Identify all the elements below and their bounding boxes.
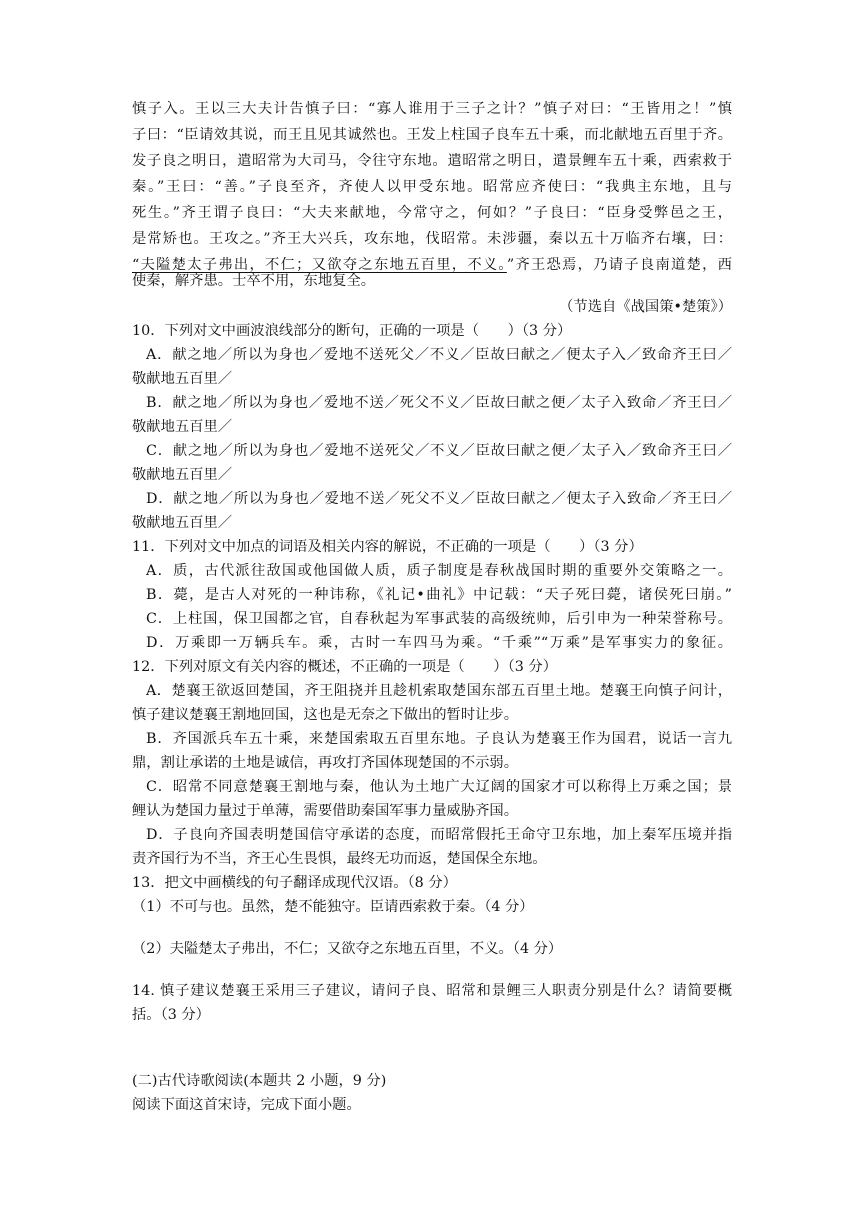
q12-option-a: A．楚襄王欲返回楚国，齐王阻挠并且趁机索取楚国东部五百里土地。楚襄王向慎子问计， bbox=[146, 683, 732, 699]
q12-option-c-cont: 鲤认为楚国力量过于单薄，需要借助秦国军事力量威胁齐国。 bbox=[132, 803, 519, 819]
section-2-intro: 阅读下面这首宋诗，完成下面小题。 bbox=[132, 1097, 361, 1113]
q10-option-b: B．献之地／所以为身也／爱地不送／死父不义／臣故曰献之便／太子入致命／齐王曰／ bbox=[146, 395, 732, 411]
q12-option-a-cont: 慎子建议楚襄王割地回国，这也是无奈之下做出的暂时让步。 bbox=[132, 707, 519, 723]
q10-stem: 10．下列对文中画波浪线部分的断句，正确的一项是（ ）（3 分） bbox=[132, 323, 572, 339]
q11-option-a: A．质，古代派往敌国或他国做人质，质子制度是春秋战国时期的重要外交策略之一。 bbox=[146, 563, 732, 579]
q10-option-d-cont: 敬献地五百里／ bbox=[132, 515, 233, 531]
q11-option-c: C．上柱国，保卫国都之官，自春秋起为军事武装的高级统帅，后引申为一种荣誉称号。 bbox=[146, 611, 732, 627]
q12-stem: 12．下列对原文有关内容的概述，不正确的一项是（ ）（3 分） bbox=[132, 659, 557, 675]
q13-sentence-2: （2）夫隘楚太子弗出，不仁；又欲夺之东地五百里，不义。（4 分） bbox=[132, 941, 563, 957]
passage-line-5: 死生。”齐王谓子良曰：“大夫来献地，今常守之，何如？”子良曰：“臣身受弊邑之王， bbox=[132, 205, 732, 221]
q10-option-d: D．献之地／所以为身也／爱地不送／死父不义／臣故曰献之／便太子入致命／齐王曰／ bbox=[146, 491, 732, 507]
q10-option-c: C．献之地／所以为身也／爱地不送死父／不义／臣故曰献之便／太子入／致命齐王曰／ bbox=[146, 443, 732, 459]
q11-option-d: D．万乘即一万辆兵车。乘，古时一车四马为乘。“千乘”“万乘”是军事实力的象征。 bbox=[146, 635, 732, 651]
passage-source: （节选自《战国策•楚策》） bbox=[559, 299, 732, 315]
passage-line-1: 慎子入。王以三大夫计告慎子曰：“寡人谁用于三子之计？”慎子对曰：“王皆用之！”慎 bbox=[132, 101, 732, 117]
q10-option-c-cont: 敬献地五百里／ bbox=[132, 467, 233, 483]
q12-option-c: C．昭常不同意楚襄王割地与秦，他认为土地广大辽阔的国家才可以称得上万乘之国；景 bbox=[146, 779, 732, 795]
q13-stem: 13．把文中画横线的句子翻译成现代汉语。（8 分） bbox=[132, 875, 457, 891]
q10-option-a: A．献之地／所以为身也／爱地不送死父／不义／臣故曰献之／便太子入／致命齐王曰／ bbox=[146, 347, 732, 363]
passage-line-4: 秦。”王曰：“善。”子良至齐，齐使人以甲受东地。昭常应齐使曰：“我典主东地，且与 bbox=[132, 179, 732, 195]
passage-line-6: 是常矫也。王攻之。”齐王大兴兵，攻东地，伐昭常。未涉疆，秦以五十万临齐右壤，曰： bbox=[132, 231, 732, 247]
passage-line-3: 发子良之明日，遣昭常为大司马，令往守东地。遣昭常之明日，遣景鲤车五十乘，西索救于 bbox=[132, 153, 732, 169]
q11-option-b: B．薨，是古人对死的一种讳称，《礼记•曲礼》中记载：“天子死曰薨，诸侯死曰崩。” bbox=[146, 587, 732, 603]
q13-sentence-1: （1）不可与也。虽然，楚不能独守。臣请西索救于秦。（4 分） bbox=[132, 899, 534, 915]
q12-option-d-cont: 责齐国行为不当，齐王心生畏惧，最终无功而返，楚国保全东地。 bbox=[132, 851, 547, 867]
q12-option-b-cont: 鼎，割让承诺的土地是诚信，再攻打齐国体现楚国的不示弱。 bbox=[132, 755, 519, 771]
q14-stem-cont: 括。（3 分） bbox=[132, 1007, 210, 1023]
q12-option-b: B．齐国派兵车五十乘，来楚国索取五百里东地。子良认为楚襄王作为国君，说话一言九 bbox=[146, 731, 732, 747]
q11-stem: 11．下列对文中加点的词语及相关内容的解说，不正确的一项是（ ）（3 分） bbox=[132, 539, 643, 555]
passage-line-2: 子曰：“臣请效其说，而王且见其诚然也。王发上柱国子良车五十乘，而北献地五百里于齐。 bbox=[132, 127, 732, 143]
passage-line-7-rest: ”齐王恐焉，乃请子良南道楚，西 bbox=[506, 257, 732, 273]
passage-line-8: 使秦，解齐患。士卒不用，东地复全。 bbox=[132, 273, 376, 289]
q10-option-a-cont: 敬献地五百里／ bbox=[132, 371, 233, 387]
q14-stem: 14. 慎子建议楚襄王采用三子建议，请问子良、昭常和景鲤三人职责分别是什么？请简要概 bbox=[132, 983, 732, 999]
underlined-sentence: “夫隘楚太子弗出，不仁；又欲夺之东地五百里，不义。 bbox=[132, 257, 507, 273]
q12-option-d: D．子良向齐国表明楚国信守承诺的态度，而昭常假托王命守卫东地，加上秦军压境并指 bbox=[146, 827, 732, 843]
section-2-heading: (二)古代诗歌阅读(本题共 2 小题，9 分) bbox=[132, 1073, 387, 1089]
q10-option-b-cont: 敬献地五百里／ bbox=[132, 419, 233, 435]
